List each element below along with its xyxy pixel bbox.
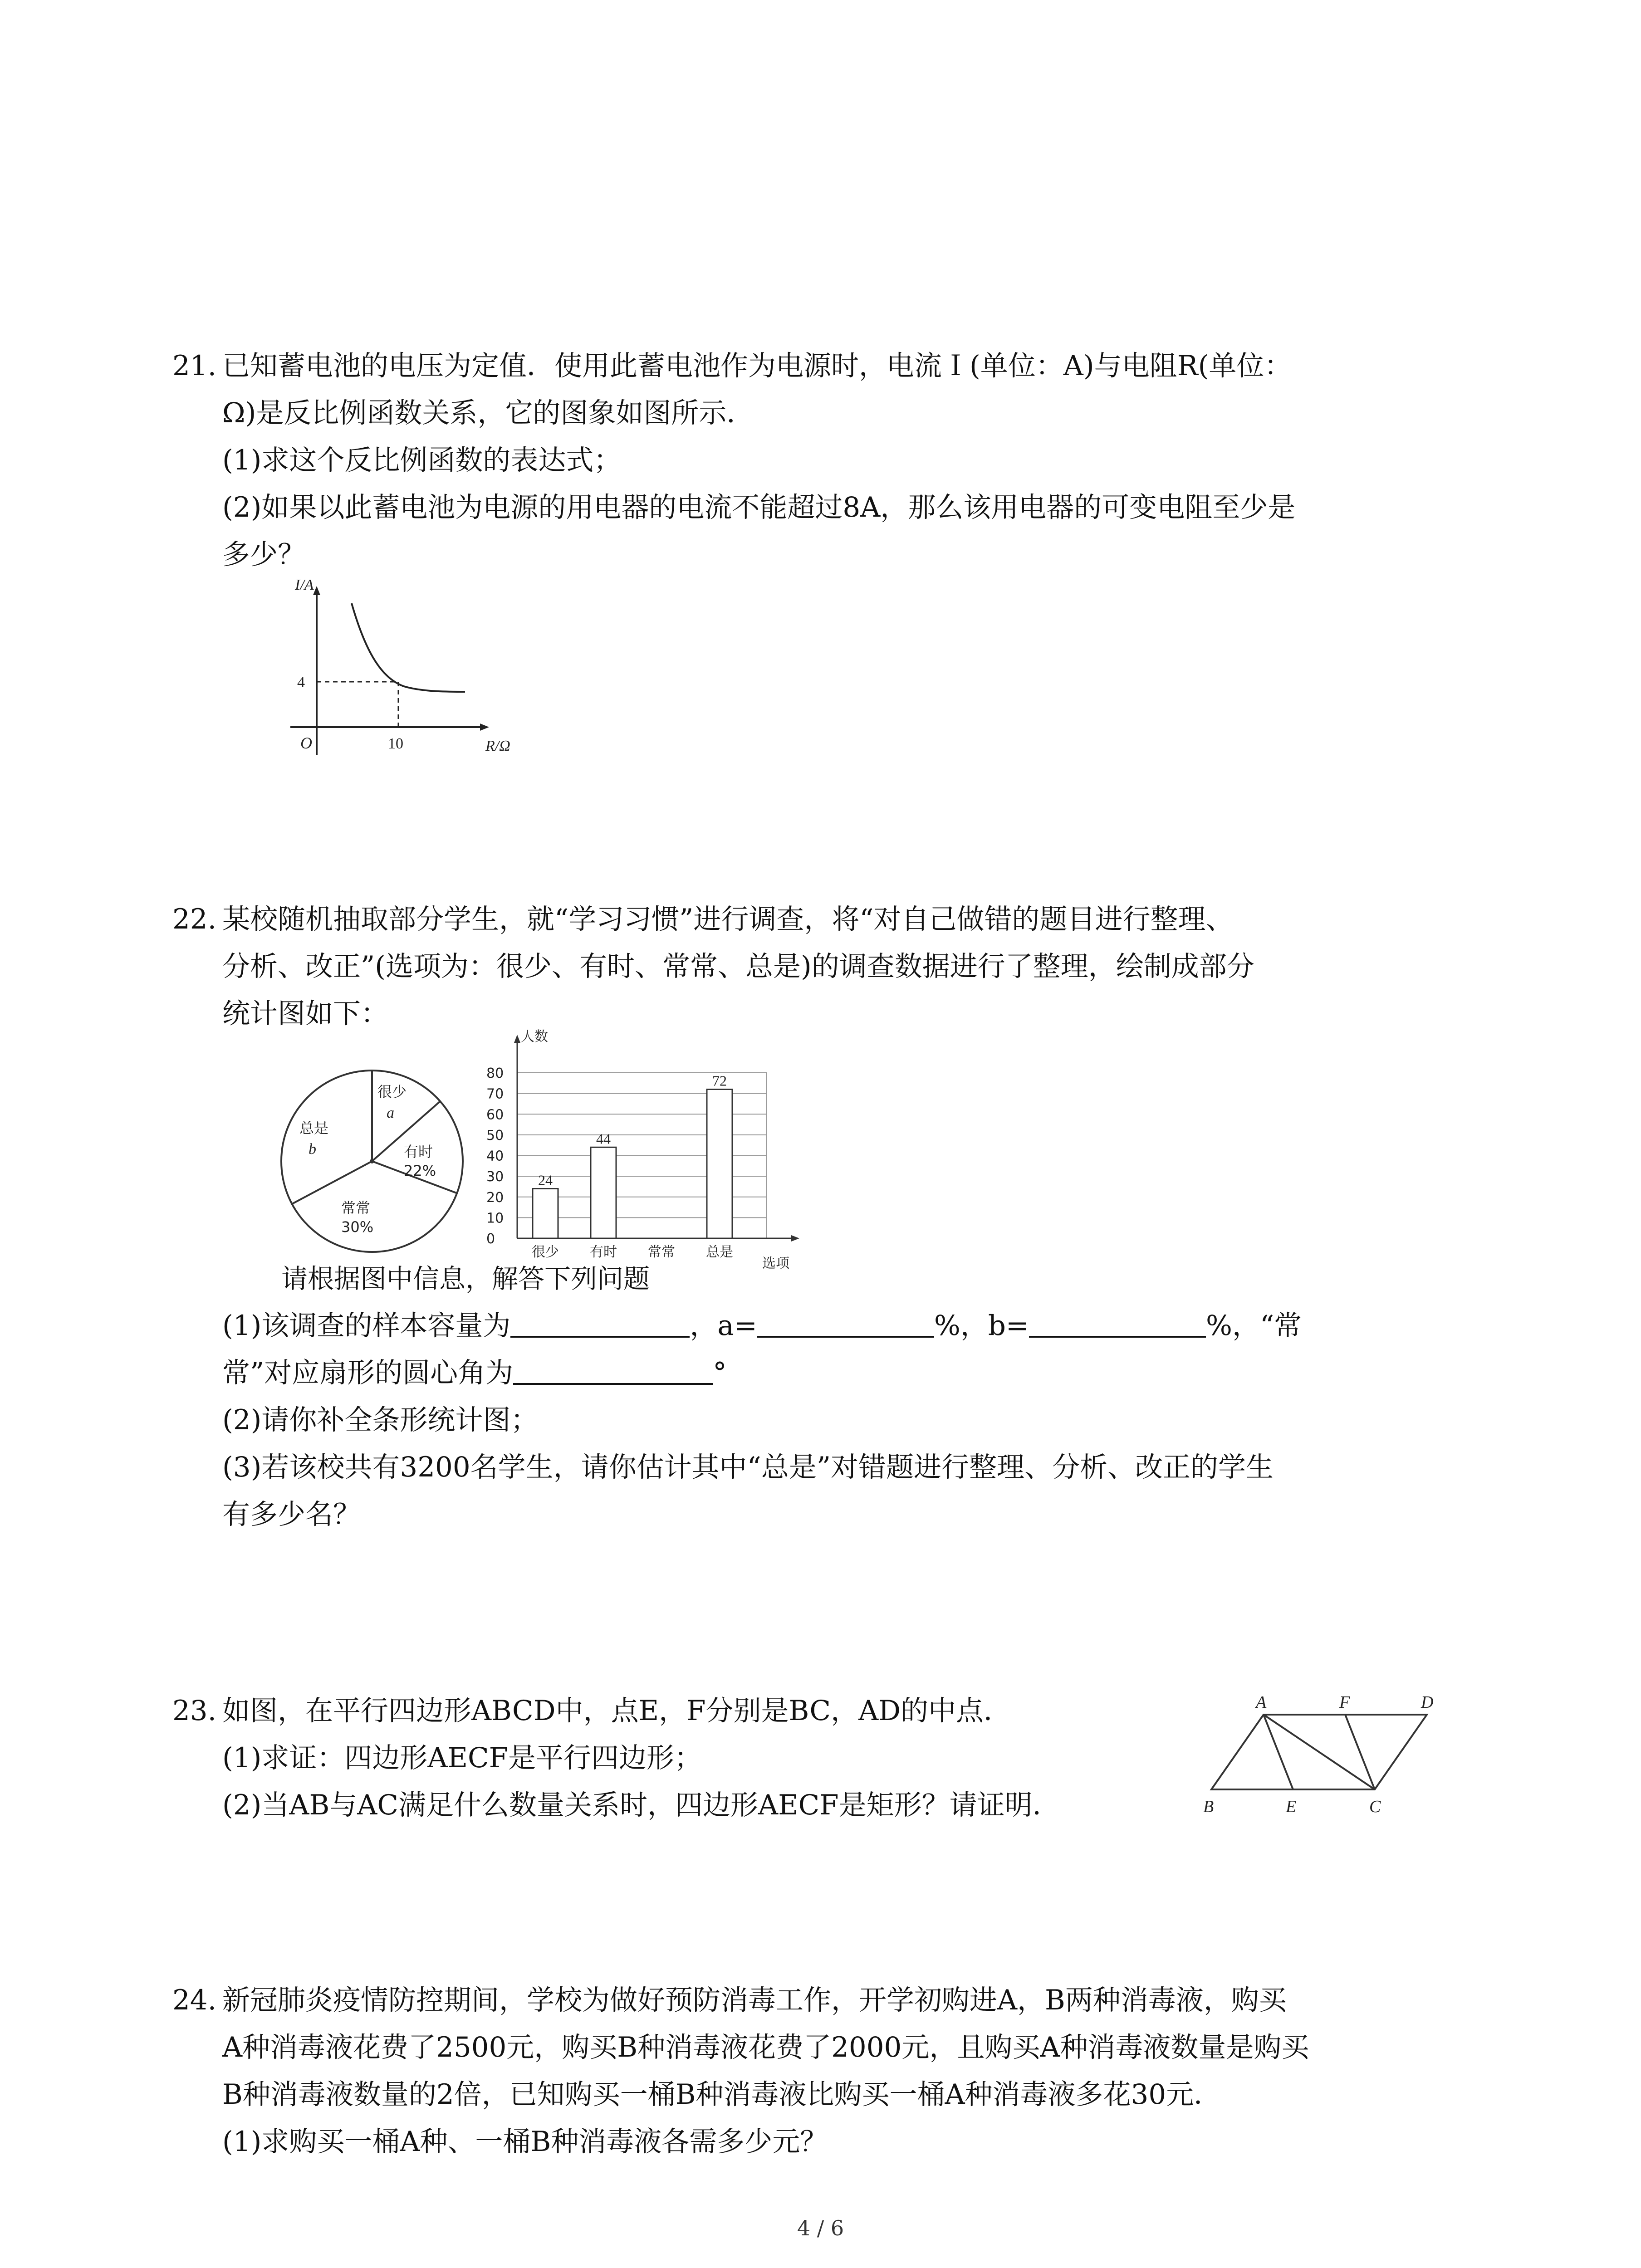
pie-value-youshi: 22%	[404, 1162, 436, 1179]
question-23-part-2: (2)当AB与AC满足什么数量关系时，四边形AECF是矩形？请证明．	[222, 1789, 1060, 1821]
bar-data-label: 72	[712, 1072, 727, 1089]
question-number: 23.	[172, 1695, 217, 1727]
bar-x-axis-arrow	[791, 1235, 799, 1242]
instruction-line: 请根据图中信息，解答下列问题	[281, 1263, 650, 1294]
point-label-F: F	[1339, 1693, 1350, 1712]
y-tick-label: 60	[486, 1107, 504, 1123]
pie-value-b: b	[309, 1141, 316, 1158]
question-22-part-3: (3)若该校共有3200名学生，请你估计其中“总是”对错题进行整理、分析、改正的学生	[222, 1451, 1274, 1483]
question-22-line-1: 22. 某校随机抽取部分学生，就“学习习惯”进行调查，将“对自己做错的题目进行整理、	[222, 896, 1447, 943]
parallelogram-figure	[1189, 1685, 1443, 1821]
bar-x-axis-label: 选项	[762, 1256, 789, 1271]
y-axis-label: I/A	[295, 577, 314, 593]
question-24	[172, 1977, 1447, 2165]
bar	[591, 1147, 616, 1238]
y-tick-label: 40	[486, 1148, 504, 1164]
bar-y-axis-arrow	[514, 1035, 520, 1043]
y-tick-label: 50	[486, 1127, 504, 1144]
question-number: 22.	[172, 903, 217, 935]
question-22-prompts	[222, 1255, 1447, 1538]
question-21-line-2: Ω)是反比例函数关系，它的图象如图所示．	[222, 397, 754, 429]
origin-label: O	[300, 734, 312, 752]
question-number: 24.	[172, 1984, 217, 2016]
pie-value-changchang: 30%	[341, 1218, 374, 1236]
x-category-label: 常常	[648, 1244, 675, 1260]
point-label-D: D	[1421, 1693, 1434, 1712]
hyperbola-curve	[352, 603, 465, 692]
question-22-part-3-cont: 有多少名？	[222, 1498, 361, 1530]
y-tick-label: 20	[486, 1189, 504, 1206]
x-category-label: 很少	[532, 1244, 559, 1260]
question-number: 21.	[172, 350, 217, 382]
x-category-label: 有时	[590, 1244, 617, 1260]
question-24-part-1: (1)求购买一桶A种、一桶B种消毒液各需多少元？	[222, 2126, 828, 2158]
answer-blank-sample-size[interactable]	[510, 1309, 690, 1338]
answer-blank-b[interactable]	[1029, 1309, 1206, 1338]
bar-y-ticks	[486, 1066, 504, 1247]
question-21-part-1: (1)求这个反比例函数的表达式；	[222, 444, 622, 476]
question-21-line-5: 多少？	[222, 538, 306, 571]
bar-data-label: 44	[596, 1130, 611, 1147]
point-label-A: A	[1256, 1693, 1267, 1712]
question-21	[172, 342, 1447, 578]
question-24-line-3: B种消毒液数量的2倍，已知购买一桶B种消毒液比购买一桶A种消毒液多花30元．	[222, 2078, 1222, 2111]
y-axis-arrow	[313, 586, 320, 595]
question-24-line-2: A种消毒液花费了2500元，购买B种消毒液花费了2000元，且购买A种消毒液数量是购买	[222, 2031, 1309, 2063]
question-22-part-1: (1)该调查的样本容量为 ，a= %，b= %，“常	[222, 1310, 1302, 1342]
question-22	[172, 896, 1447, 1037]
y-tick-label: 80	[486, 1066, 504, 1081]
bar-data-label: 24	[538, 1172, 553, 1188]
pie-label-youshi: 有时	[404, 1143, 433, 1160]
x-axis-arrow	[480, 723, 489, 731]
bar-y-axis-label: 人数	[521, 1029, 548, 1045]
pie-chart	[272, 1061, 472, 1261]
question-23-part-1: (1)求证：四边形AECF是平行四边形；	[222, 1742, 702, 1774]
question-21-part-2: (2)如果以此蓄电池为电源的用电器的电流不能超过8A，那么该用电器的可变电阻至少是	[222, 491, 1296, 523]
x-axis-label: R/Ω	[485, 738, 510, 754]
y-tick-label: 4	[297, 674, 305, 691]
pie-label-changchang: 常常	[341, 1199, 371, 1217]
page-number: 4 / 6	[797, 2216, 844, 2240]
question-22-line-2: 分析、改正”(选项为：很少、有时、常常、总是)的调查数据进行了整理，绘制成部分	[222, 950, 1254, 982]
question-21-line-1: 21. 已知蓄电池的电压为定值．使用此蓄电池作为电源时，电流Ｉ(单位：A)与电阻R(单位：	[222, 342, 1447, 390]
inverse-function-graph	[272, 576, 554, 767]
y-tick-label: 10	[486, 1210, 504, 1227]
question-23-line-1: 23. 如图，在平行四边形ABCD中，点E，F分别是BC，AD的中点．	[222, 1687, 1447, 1735]
question-22-line-3: 统计图如下：	[222, 997, 389, 1030]
question-24-line-1: 24. 新冠肺炎疫情防控期间，学校为做好预防消毒工作，开学初购进A，B两种消毒液，购买	[222, 1977, 1447, 2024]
question-22-part-1-cont: 常”对应扇形的圆心角为 °	[222, 1357, 727, 1389]
segment-AE	[1264, 1715, 1293, 1789]
bar	[533, 1189, 558, 1239]
x-category-label: 总是	[706, 1244, 733, 1260]
segment-AC	[1264, 1715, 1375, 1789]
pie-center	[370, 1159, 374, 1163]
bar	[707, 1090, 732, 1239]
pie-label-zongshi: 总是	[299, 1119, 329, 1137]
y-tick-label: 70	[486, 1086, 504, 1102]
x-tick-label: 10	[388, 735, 403, 752]
point-label-C: C	[1369, 1797, 1381, 1816]
bar-chart	[467, 1027, 839, 1281]
pie-label-henshao: 很少	[377, 1083, 407, 1100]
pie-value-a: a	[387, 1105, 394, 1121]
point-label-E: E	[1286, 1797, 1297, 1816]
point-label-B: B	[1203, 1797, 1214, 1816]
segment-FC	[1345, 1715, 1375, 1789]
answer-blank-a[interactable]	[757, 1309, 934, 1338]
y-tick-label: 0	[486, 1231, 495, 1247]
answer-blank-central-angle[interactable]	[513, 1356, 713, 1385]
question-22-part-2: (2)请你补全条形统计图；	[222, 1404, 539, 1436]
y-tick-label: 30	[486, 1169, 504, 1185]
